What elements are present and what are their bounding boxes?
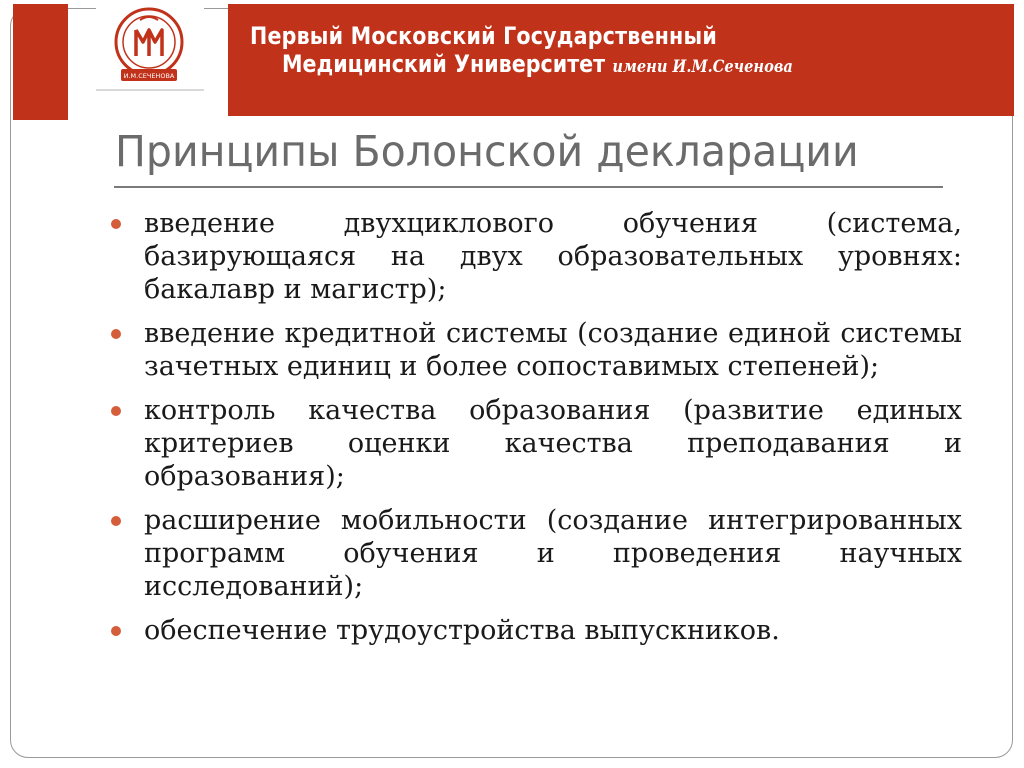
bullet-dot-icon bbox=[111, 626, 121, 636]
bullet-text: обеспечение трудоустройства выпускников. bbox=[144, 615, 780, 646]
bullet-list bbox=[144, 207, 962, 658]
bullet-dot-icon bbox=[111, 516, 121, 526]
bullet-item bbox=[144, 317, 962, 383]
bullet-text: контроль качества образования (развитие единых критериев оценки качества преподавания и образования); bbox=[144, 395, 962, 492]
bullet-dot-icon bbox=[111, 219, 121, 229]
university-emblem bbox=[96, 4, 204, 90]
bullet-item bbox=[144, 207, 962, 306]
university-name bbox=[250, 22, 876, 79]
university-name-line2-main: Медицинский Университет bbox=[282, 50, 606, 79]
bullet-dot-icon bbox=[111, 406, 121, 416]
slide-title: Принципы Болонской декларации bbox=[115, 127, 859, 177]
university-logo bbox=[96, 4, 204, 90]
logo-label: И.М.СЕЧЕНОВА bbox=[123, 72, 175, 80]
university-name-suffix: имени И.М.Сеченова bbox=[612, 57, 793, 78]
bullet-text: расширение мобильности (создание интегрированных программ обучения и проведения научных исследований); bbox=[144, 505, 962, 602]
title-underline bbox=[114, 186, 943, 188]
university-name-line2 bbox=[282, 50, 793, 78]
bullet-text: введение двухциклового обучения (система, базирующаяся на двух образовательных уровнях: бакалавр и магистр); bbox=[144, 208, 962, 305]
bullet-text: введение кредитной системы (создание единой системы зачетных единиц и более сопоставимых степеней); bbox=[144, 318, 962, 382]
logo-divider bbox=[96, 89, 204, 91]
bullet-item bbox=[144, 614, 962, 647]
bullet-dot-icon bbox=[111, 329, 121, 339]
bullet-item bbox=[144, 394, 962, 493]
banner-left-stripe bbox=[13, 4, 68, 120]
bullet-item bbox=[144, 504, 962, 603]
university-name-line1: Первый Московский Государственный bbox=[250, 22, 717, 50]
